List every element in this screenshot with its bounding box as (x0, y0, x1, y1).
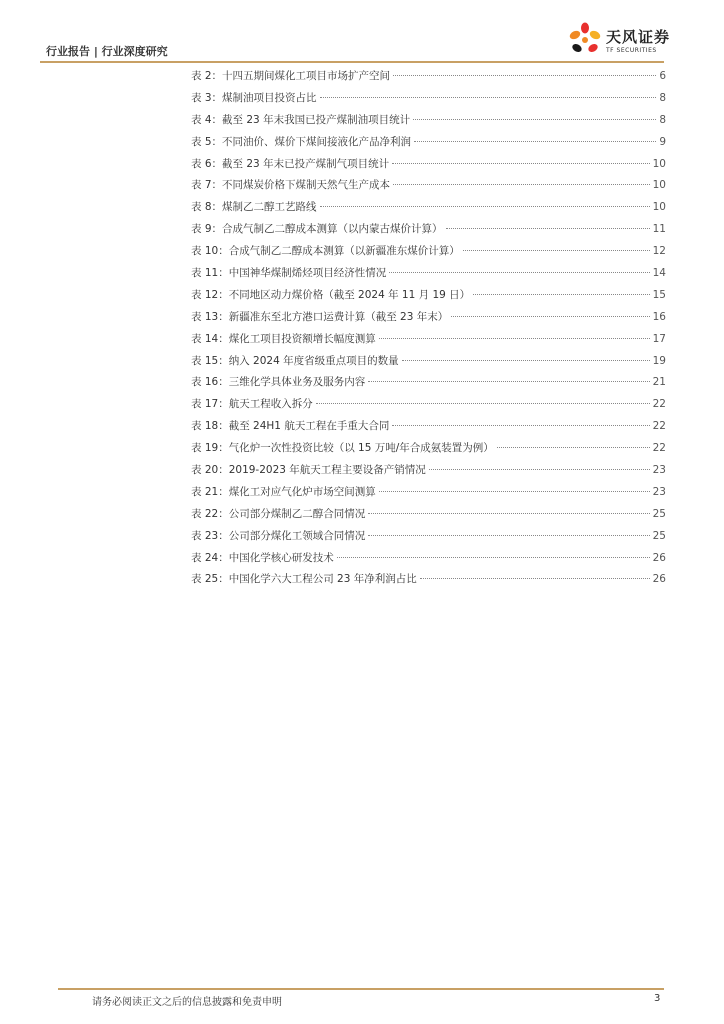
toc-entry[interactable] (191, 112, 666, 134)
toc-entry-page: 12 (652, 245, 666, 258)
toc-entry-title: 公司部分煤制乙二醇合同情况 (228, 507, 366, 520)
toc-entry-label: 表 10： (191, 245, 229, 258)
toc-entry-label: 表 22： (191, 507, 229, 520)
toc-dot-leader (473, 294, 649, 295)
toc-entry-title: 公司部分煤化工领域合同情况 (228, 529, 366, 542)
toc-entry[interactable] (191, 156, 666, 178)
toc-dot-leader (463, 250, 650, 251)
toc-entry-label: 表 14： (191, 332, 229, 345)
toc-entry-label: 表 2： (191, 70, 223, 82)
toc-entry-label: 表 16： (191, 376, 229, 389)
toc-entry-title: 合成气制乙二醇成本测算（以新疆准东煤价计算） (228, 245, 460, 258)
toc-entry-label: 表 11： (191, 267, 229, 280)
toc-dot-leader (320, 206, 650, 207)
toc-entry[interactable] (191, 331, 666, 353)
toc-entry-page: 23 (652, 485, 666, 498)
toc-entry-page: 19 (652, 354, 666, 367)
toc-entry-page: 22 (652, 442, 666, 455)
toc-entry[interactable] (191, 309, 666, 331)
toc-entry-page: 10 (652, 179, 666, 192)
footer-divider (58, 988, 664, 990)
toc-dot-leader (337, 557, 650, 558)
toc-dot-leader (446, 228, 650, 229)
toc-dot-leader (393, 75, 656, 76)
toc-entry[interactable] (191, 462, 666, 484)
toc-entry-title: 航天工程收入拆分 (228, 398, 313, 411)
toc-entry[interactable] (191, 134, 666, 156)
toc-entry-page: 26 (652, 551, 666, 564)
toc-entry[interactable] (191, 484, 666, 506)
toc-entry-label: 表 24： (191, 551, 229, 564)
page-header (0, 0, 724, 64)
toc-entry-title: 中国化学核心研发技术 (228, 551, 334, 564)
logo-name: 天风证券 (606, 28, 671, 46)
toc-entry-page: 23 (652, 464, 666, 477)
toc-entry[interactable] (191, 265, 666, 287)
header-divider (40, 61, 664, 63)
toc-entry[interactable] (191, 571, 666, 593)
toc-entry-title: 中国神华煤制烯烃项目经济性情况 (228, 267, 387, 280)
toc-entry-title: 截至 23 年末我国已投产煤制油项目统计 (222, 113, 411, 126)
toc-entry-title: 不同油价、煤价下煤间接液化产品净利润 (222, 135, 412, 148)
toc-entry-title: 煤化工对应气化炉市场空间测算 (228, 485, 376, 498)
toc-entry-page: 26 (652, 573, 666, 586)
footer-disclaimer: 请务必阅读正文之后的信息披露和免责申明 (92, 997, 282, 1008)
toc-entry-page: 10 (652, 157, 666, 170)
toc-dot-leader (368, 381, 649, 382)
toc-entry[interactable] (191, 287, 666, 309)
toc-entry-label: 表 4： (191, 113, 223, 126)
toc-entry-label: 表 20： (191, 464, 229, 477)
report-category: 行业报告 | 行业深度研究 (46, 45, 168, 58)
toc-entry[interactable] (191, 396, 666, 418)
toc-entry-title: 纳入 2024 年度省级重点项目的数量 (228, 354, 399, 367)
toc-dot-leader (497, 447, 650, 448)
toc-entry-page: 22 (652, 420, 666, 433)
toc-dot-leader (316, 403, 650, 404)
toc-entry[interactable] (191, 199, 666, 221)
toc-entry-label: 表 23： (191, 529, 229, 542)
toc-entry-page: 6 (659, 70, 666, 82)
toc-entry-title: 十四五期间煤化工项目市场扩产空间 (222, 70, 391, 82)
toc-entry-title: 截至 24H1 航天工程在手重大合同 (228, 420, 390, 433)
toc-entry-page: 8 (659, 91, 666, 104)
toc-entry-page: 11 (652, 223, 666, 236)
tf-securities-logo-icon (568, 22, 602, 58)
toc-entry[interactable] (191, 177, 666, 199)
toc-entry[interactable] (191, 90, 666, 112)
toc-entry-page: 16 (652, 310, 666, 323)
toc-entry-label: 表 19： (191, 442, 229, 455)
toc-entry-title: 煤制油项目投资占比 (222, 91, 317, 104)
toc-entry[interactable] (191, 418, 666, 440)
toc-entry-label: 表 9： (191, 223, 223, 236)
logo-english-name: TF SECURITIES (606, 47, 657, 54)
page-number: 3 (654, 993, 661, 1004)
toc-entry-label: 表 3： (191, 91, 223, 104)
toc-entry-title: 煤化工项目投资额增长幅度测算 (228, 332, 376, 345)
toc-entry[interactable] (191, 506, 666, 528)
toc-dot-leader (389, 272, 649, 273)
toc-entry-page: 17 (652, 332, 666, 345)
toc-entry-label: 表 5： (191, 135, 223, 148)
toc-entry-label: 表 18： (191, 420, 229, 433)
toc-dot-leader (392, 425, 649, 426)
toc-entry[interactable] (191, 221, 666, 243)
toc-entry-title: 中国化学六大工程公司 23 年净利润占比 (228, 573, 417, 586)
toc-entry-page: 9 (659, 135, 666, 148)
toc-dot-leader (392, 163, 650, 164)
toc-dot-leader (393, 184, 650, 185)
toc-dot-leader (414, 141, 656, 142)
toc-entry[interactable] (191, 528, 666, 550)
toc-entry-title: 2019-2023 年航天工程主要设备产销情况 (228, 464, 426, 477)
toc-dot-leader (368, 513, 649, 514)
toc-entry-page: 22 (652, 398, 666, 411)
toc-entry-label: 表 25： (191, 573, 229, 586)
toc-entry-label: 表 6： (191, 157, 223, 170)
toc-entry-label: 表 13： (191, 310, 229, 323)
toc-dot-leader (402, 360, 650, 361)
company-logo (568, 22, 678, 60)
toc-entry-page: 25 (652, 529, 666, 542)
toc-entry-title: 煤制乙二醇工艺路线 (222, 201, 317, 214)
toc-entry-title: 三维化学具体业务及服务内容 (228, 376, 366, 389)
toc-entry[interactable] (191, 440, 666, 462)
toc-entry-label: 表 12： (191, 288, 229, 301)
toc-entry[interactable] (191, 68, 666, 90)
toc-entry-title: 不同煤炭价格下煤制天然气生产成本 (222, 179, 391, 192)
toc-entry-label: 表 15： (191, 354, 229, 367)
toc-entry-title: 气化炉一次性投资比较（以 15 万吨/年合成氨装置为例） (228, 442, 494, 455)
toc-entry-label: 表 7： (191, 179, 223, 192)
toc-dot-leader (320, 97, 657, 98)
toc-entry-page: 10 (652, 201, 666, 214)
toc-entry-page: 25 (652, 507, 666, 520)
toc-dot-leader (429, 469, 650, 470)
table-list (191, 68, 666, 593)
toc-dot-leader (413, 119, 656, 120)
toc-dot-leader (368, 535, 649, 536)
toc-entry-title: 不同地区动力煤价格（截至 2024 年 11 月 19 日） (228, 288, 471, 301)
toc-entry-page: 21 (652, 376, 666, 389)
toc-entry-title: 截至 23 年末已投产煤制气项目统计 (222, 157, 390, 170)
toc-entry-page: 15 (652, 288, 666, 301)
toc-dot-leader (379, 338, 650, 339)
toc-dot-leader (420, 578, 650, 579)
toc-entry[interactable] (191, 374, 666, 396)
toc-entry-page: 8 (659, 113, 666, 126)
toc-entry-page: 14 (652, 267, 666, 280)
toc-entry[interactable] (191, 353, 666, 375)
toc-entry[interactable] (191, 550, 666, 572)
toc-dot-leader (451, 316, 649, 317)
toc-entry-label: 表 8： (191, 201, 223, 214)
toc-entry[interactable] (191, 243, 666, 265)
toc-dot-leader (379, 491, 650, 492)
toc-entry-label: 表 21： (191, 485, 229, 498)
toc-entry-title: 新疆准东至北方港口运费计算（截至 23 年末） (228, 310, 449, 323)
toc-entry-title: 合成气制乙二醇成本测算（以内蒙古煤价计算） (222, 223, 443, 236)
toc-entry-label: 表 17： (191, 398, 229, 411)
